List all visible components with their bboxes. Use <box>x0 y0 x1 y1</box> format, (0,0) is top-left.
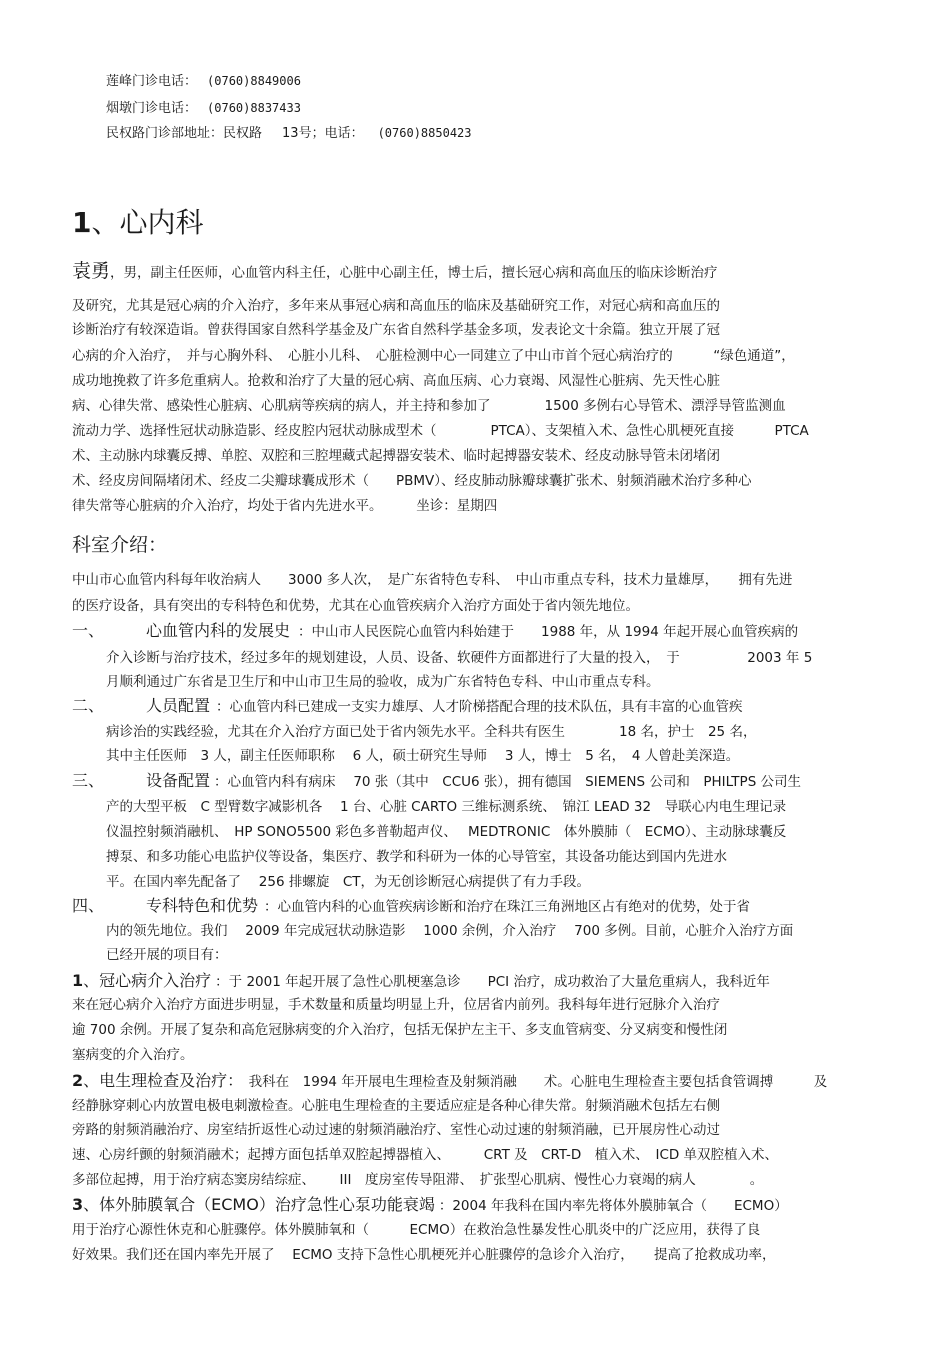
item-2-text: 我科在 1994 年开展电生理检查及射频消融 术。心脏电生理检查主要包括食管调搏 及 <box>235 1074 828 1090</box>
contact-yandun <box>106 99 301 118</box>
item-1-number: 1 <box>72 971 84 990</box>
contact-label: 民权路门诊部地址：民权路 <box>106 126 263 141</box>
section-3-first-line <box>72 772 801 791</box>
contact-phone: (0760)8850423 <box>377 126 472 140</box>
section-4-text: ：心血管内科的心血管疾病诊断和治疗在珠江三角洲地区占有绝对的优势，处于省 <box>264 899 751 915</box>
dept-intro-line: 中山市心血管内科每年收治病人 3000 多人次， 是广东省特色专科、 中山市重点专科，技术力量雄厚， 拥有先进 <box>72 572 793 588</box>
bio-line: 心病的介入治疗， 并与心胸外科、 心脏小儿科、 心脏检测中心一同建立了中山市首个冠心病治疗的 “绿色通道”， <box>72 348 795 364</box>
bio-line: 成功地挽救了许多危重病人。抢救和治疗了大量的冠心病、高血压病、心力衰竭、风湿性心脏病、先天性心脏 <box>72 373 720 389</box>
section-heading <box>72 205 204 241</box>
contact-phone: (0760)8837433 <box>207 101 301 115</box>
bio-line: ，男，副主任医师，心血管内科主任，心脏中心副主任，博士后，擅长冠心病和高血压的临床诊断治疗 <box>110 265 718 281</box>
item-3-line: 用于治疗心源性休克和心脏骤停。体外膜肺氧和（ ECMO）在救治急性暴发性心肌炎中的广泛应用，获得了良 <box>72 1222 761 1238</box>
section-4-line: 已经开展的项目有： <box>106 947 228 963</box>
item-3-text: ：2004 年我科在国内率先将体外膜肺氧合（ ECMO） <box>438 1198 788 1214</box>
item-1-line: 逾 700 余例。开展了复杂和高危冠脉病变的介入治疗，包括无保护左主干、多支血管病变、分叉病变和慢性闭 <box>72 1022 728 1038</box>
section-4-first-line <box>72 897 750 916</box>
item-3-first-line <box>72 1196 788 1215</box>
item-1-line: 来在冠心病介入治疗方面进步明显，手术数量和质量均明显上升，位居省内前列。我科每年进行冠脉介入治疗 <box>72 997 720 1013</box>
doctor-bio-first-line <box>72 260 718 284</box>
item-3-line: 好效果。我们还在国内率先开展了 ECMO 支持下急性心肌梗死并心脏骤停的急诊介入治疗， 提高了抢救成功率， <box>72 1247 776 1263</box>
section-1-number: 一、 <box>72 621 105 640</box>
contact-label: 烟墩门诊电话： <box>106 101 198 116</box>
section-1-text: ：中山市人民医院心血管内科始建于 1988 年，从 1994 年起开展心血管疾病的 <box>298 624 799 640</box>
item-1-first-line <box>72 972 770 991</box>
bio-line: 病、心律失常、感染性心脏病、心肌病等疾病的病人，并主持和参加了 1500 多例右心导管术、漂浮导管监测血 <box>72 398 786 414</box>
section-2-line: 病诊治的实践经验，尤其在介入治疗方面已处于省内领先水平。全科共有医生 18 名，护士 25 名， <box>106 724 757 740</box>
section-3-line: 仪温控射频消融机、 HP SONO5500 彩色多普勒超声仪、 MEDTRONIC 体外膜肺（ ECMO）、主动脉球囊反 <box>106 824 787 840</box>
contact-phone: (0760)8849006 <box>207 74 301 88</box>
section-3-text: ：心血管内科有病床 70 张（其中 CCU6 张），拥有德国 SIEMENS 公司和 PHILTPS 公司生 <box>214 774 802 790</box>
item-3-heading: 、体外肺膜氧合（ECMO）治疗急性心泵功能衰竭 <box>83 1195 435 1214</box>
item-2-heading: 、电生理检查及治疗： <box>83 1071 236 1090</box>
dept-intro-line: 的医疗设备，具有突出的专科特色和优势，尤其在心血管疾病介入治疗方面处于省内领先地位。 <box>72 598 639 614</box>
bio-line: 流动力学、选择性冠状动脉造影、经皮腔内冠状动脉成型术（ PTCA）、支架植入术、急性心肌梗死直接 PTCA <box>72 423 809 439</box>
section-1-heading: 心血管内科的发展史 <box>146 621 291 640</box>
section-number: 1 <box>72 206 92 239</box>
section-3-heading: 设备配置 <box>146 771 211 790</box>
section-3-line: 产的大型平板 C 型臂数字减影机各 1 台、心脏 CARTO 三维标测系统、 锦江 LEAD 32 导联心内电生理记录 <box>106 799 787 815</box>
item-1-heading: 、冠心病介入治疗 <box>83 971 212 990</box>
bio-line: 及研究，尤其是冠心病的介入治疗，多年来从事冠心病和高血压的临床及基础研究工作，对冠心病和高血压的 <box>72 298 720 314</box>
section-3-line: 平。在国内率先配备了 256 排螺旋 CT，为无创诊断冠心病提供了有力手段。 <box>106 874 591 890</box>
item-1-line: 塞病变的介入治疗。 <box>72 1047 194 1063</box>
item-2-line: 速、心房纤颤的射频消融术；起搏方面包括单双腔起搏器植入、 CRT 及 CRT-D 植入术、 ICD 单双腔植入术、 <box>72 1147 779 1163</box>
contact-minquan <box>106 124 472 143</box>
section-4-heading: 专科特色和优势 <box>146 896 259 915</box>
section-title: 、心内科 <box>91 206 204 239</box>
item-2-line: 旁路的射频消融治疗、房室结折返性心动过速的射频消融治疗、室性心动过速的射频消融，已开展房性心动过 <box>72 1122 720 1138</box>
section-3-line: 搏泵、和多功能心电监护仪等设备，集医疗、教学和科研为一体的心导管室，其设备功能达到国内先进水 <box>106 849 727 865</box>
item-2-number: 2 <box>72 1071 84 1090</box>
contact-label-phone: 号；电话： <box>298 126 364 141</box>
address-number: 13 <box>282 126 299 141</box>
section-4-number: 四、 <box>72 896 105 915</box>
bio-line: 诊断治疗有较深造诣。曾获得国家自然科学基金及广东省自然科学基金多项，发表论文十余篇。独立开展了冠 <box>72 322 720 338</box>
section-1-line: 月顺利通过广东省是卫生厅和中山市卫生局的验收，成为广东省特色专科、中山市重点专科。 <box>106 674 660 690</box>
section-2-first-line <box>72 697 743 716</box>
section-2-number: 二、 <box>72 696 105 715</box>
item-2-line: 经静脉穿刺心内放置电极电刺激检查。心脏电生理检查的主要适应症是各种心律失常。射频消融术包括左右侧 <box>72 1098 720 1114</box>
item-1-text: ：于 2001 年起开展了急性心肌梗塞急诊 PCI 治疗，成功救治了大量危重病人，我科近年 <box>215 974 770 990</box>
bio-line: 术、主动脉内球囊反搏、单腔、双腔和三腔埋藏式起搏器安装术、临时起搏器安装术、经皮动脉导管未闭堵闭 <box>72 448 720 464</box>
section-3-number: 三、 <box>72 771 105 790</box>
bio-line: 律失常等心脏病的介入治疗，均处于省内先进水平。 坐诊：星期四 <box>72 498 498 514</box>
section-2-text: ：心血管内科已建成一支实力雄厚、人才阶梯搭配合理的技术队伍，具有丰富的心血管疾 <box>216 699 743 715</box>
dept-heading: 科室介绍： <box>72 534 168 556</box>
section-2-line: 其中主任医师 3 人，副主任医师职称 6 人，硕士研究生导师 3 人，博士 5 名， 4 人曾赴美深造。 <box>106 748 740 764</box>
section-1-line: 介入诊断与治疗技术，经过多年的规划建设，人员、设备、软硬件方面都进行了大量的投入， 于 2003 年 5 <box>106 650 813 666</box>
item-2-first-line <box>72 1072 827 1091</box>
doctor-name: 袁勇 <box>72 260 111 282</box>
section-1-first-line <box>72 622 798 641</box>
contact-lianfeng <box>106 72 301 91</box>
section-2-heading: 人员配置 <box>146 696 211 715</box>
item-3-number: 3 <box>72 1195 84 1214</box>
item-2-line: 多部位起搏，用于治疗病态窦房结综症、 III 度房室传导阻滞、 扩张型心肌病、慢性心力衰竭的病人 。 <box>72 1172 764 1188</box>
section-4-line: 内的领先地位。我们 2009 年完成冠状动脉造影 1000 余例，介入治疗 700 多例。目前，心脏介入治疗方面 <box>106 923 794 939</box>
contact-label: 莲峰门诊电话： <box>106 74 198 89</box>
bio-line: 术、经皮房间隔堵闭术、经皮二尖瓣球囊成形术（ PBMV）、经皮肺动脉瓣球囊扩张术、射频消融术治疗多种心 <box>72 473 752 489</box>
